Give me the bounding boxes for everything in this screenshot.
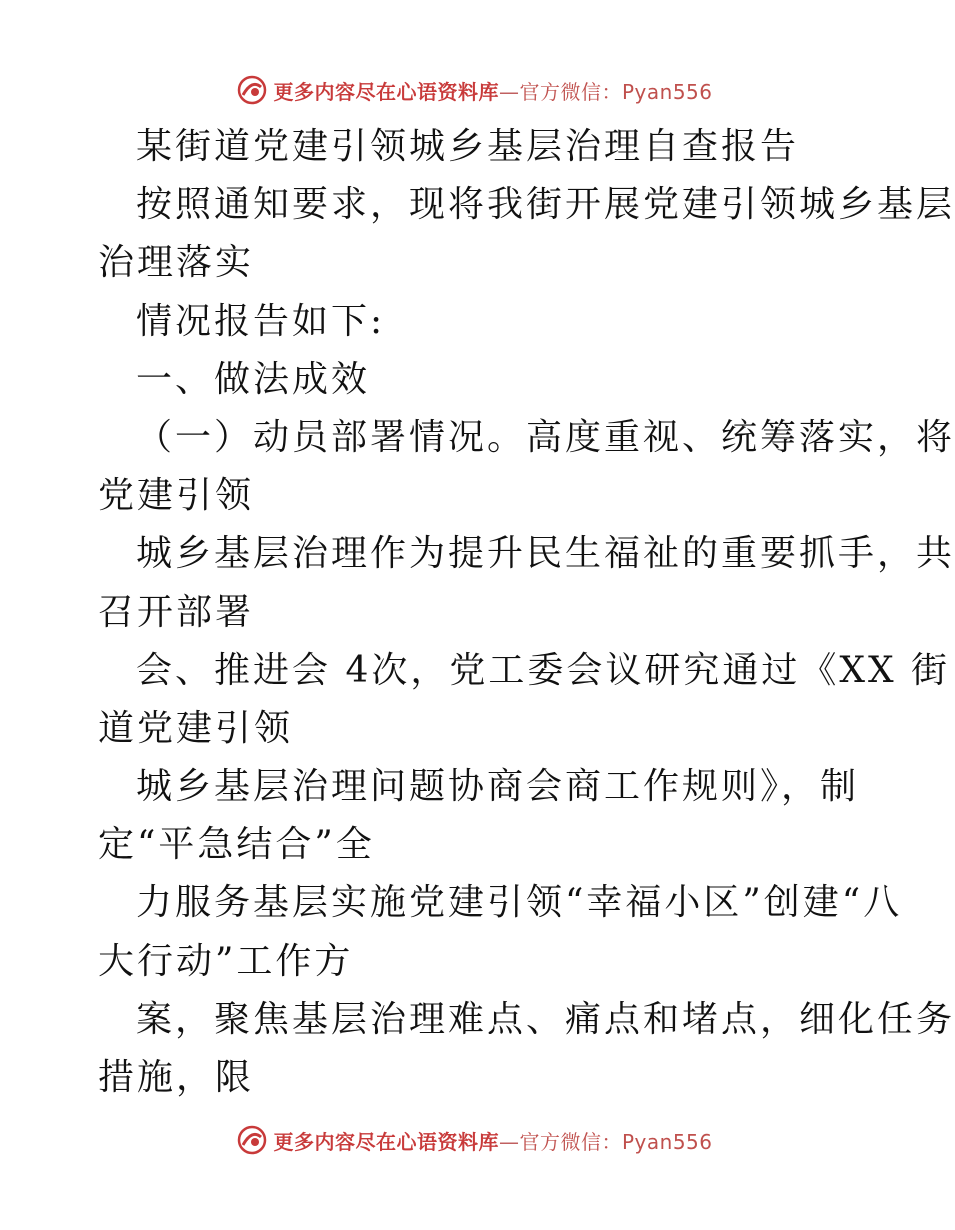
paragraph-line: 情况报告如下: [136, 300, 386, 342]
brand-logo-icon [237, 1125, 267, 1155]
paragraph-line: （一）动员部署情况。高度重视、统筹落实，将 [136, 416, 955, 458]
banner-text [273, 76, 712, 105]
banner-brand: 更多内容尽在心语资料库 [273, 79, 499, 104]
document-body [98, 118, 955, 1107]
paragraph-line: 力服务基层实施党建引领“幸福小区”创建“八 [136, 882, 903, 924]
paragraph-line: 党建引领 [98, 475, 255, 517]
paragraph-line: 会、推进会 4次，党工委会议研究通过《XX 街 [136, 649, 951, 691]
banner-wechat-label: 官方微信： [519, 1129, 622, 1154]
paragraph-line: 定“平急结合”全 [98, 824, 375, 866]
paragraph-line: 治理落实 [98, 242, 255, 284]
header-banner [0, 70, 950, 110]
paragraph-line: 大行动”工作方 [98, 940, 354, 982]
banner-wechat-label: 官方微信： [519, 79, 622, 104]
paragraph-line: 措施，限 [98, 1057, 255, 1098]
banner-text [273, 1126, 712, 1155]
banner-wechat-id: Pyan556 [621, 1129, 713, 1154]
paragraph-line: 召开部署 [98, 591, 255, 633]
footer-banner [0, 1120, 950, 1160]
brand-logo-icon [237, 75, 267, 105]
banner-separator: — [498, 1129, 520, 1154]
paragraph-line: 城乡基层治理作为提升民生福祉的重要抓手，共 [136, 533, 955, 575]
banner-wechat-id: Pyan556 [621, 79, 713, 104]
paragraph-line: 按照通知要求，现将我街开展党建引领城乡基层 [136, 184, 955, 226]
section-heading: 一、做法成效 [136, 358, 371, 400]
paragraph-line: 道党建引领 [98, 707, 294, 749]
banner-brand: 更多内容尽在心语资料库 [273, 1129, 499, 1154]
banner-separator: — [498, 79, 520, 104]
document-title: 某街道党建引领城乡基层治理自查报告 [136, 126, 800, 167]
paragraph-line: 案，聚焦基层治理难点、痛点和堵点，细化任务 [136, 998, 955, 1040]
paragraph-line: 城乡基层治理问题协商会商工作规则》，制 [136, 766, 860, 808]
